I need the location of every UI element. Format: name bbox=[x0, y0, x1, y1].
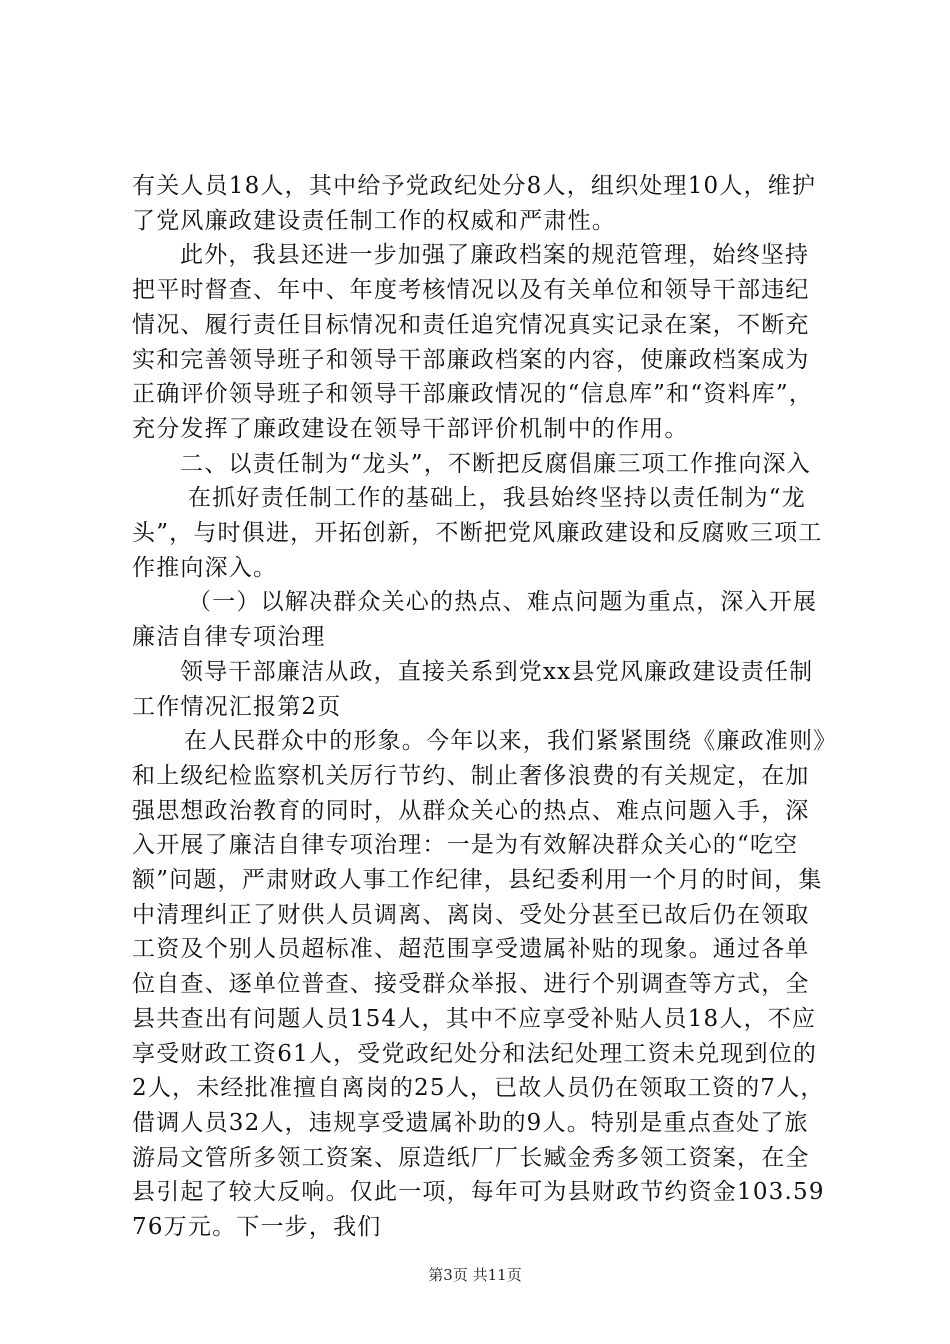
paragraph-5: 在人民群众中的形象。今年以来，我们紧紧围绕《廉政准则》和上级纪检监察机关厉行节约、制止奢侈浪费的有关规定，在加强思想政治教育的同时，从群众关心的热点、难点问题入手，深入开展了廉洁自律专项治理：一是为有效解决群众关心的“吃空额”问题，严肃财政人事工作纪律，县纪委利用一个月的时间，集中清理纠正了财供人员调离、离岗、受处分甚至已故后仍在领取工资及个别人员超标准、超范围享受遗属补贴的现象。通过各单位自查、逐单位普查、接受群众举报、进行个别调查等方式，全县共查出有问题人员154人，其中不应享受补贴人员18人，不应享受财政工资61人，受党政纪处分和法纪处理工资未兑现到位的2人，未经批准擅自离岗的25人，已故人员仍在领取工资的7人，借调人员32人，违规享受遗属补助的9人。特别是重点查处了旅游局文管所多领工资案、原造纸厂厂长臧金秀多领工资案，在全县引起了较大反响。仅此一项，每年可为县财政节约资金103.5976万元。下一步，我们 bbox=[132, 728, 826, 1241]
paragraph-2: 此外，我县还进一步加强了廉政档案的规范管理，始终坚持把平时督查、年中、年度考核情况以及有关单位和领导干部违纪情况、履行责任目标情况和责任追究情况真实记录在案，不断充实和完善领导班子和领导干部廉政档案的内容，使廉政档案成为正确评价领导班子和领导干部廉政情况的“信息库”和“资料库”，充分发挥了廉政建设在领导干部评价机制中的作用。 bbox=[132, 242, 814, 442]
paragraph-4: 领导干部廉洁从政，直接关系到党xx县党风廉政建设责任制工作情况汇报第2页 bbox=[132, 658, 814, 720]
page-footer: 第3页 共11页 bbox=[428, 1266, 522, 1284]
paragraph-1: 有关人员18人，其中给予党政纪处分8人，组织处理10人，维护了党风廉政建设责任制工作的权威和严肃性。 bbox=[132, 173, 817, 234]
document-body bbox=[132, 169, 832, 1245]
section-heading-2: 二、以责任制为“龙头”，不断把反腐倡廉三项工作推向深入 bbox=[180, 450, 811, 477]
subsection-heading-1: （一）以解决群众关心的热点、难点问题为重点，深入开展廉洁自律专项治理 bbox=[132, 589, 818, 651]
paragraph-3: 在抓好责任制工作的基础上，我县始终坚持以责任制为“龙头”，与时俱进，开拓创新，不断把党风廉政建设和反腐败三项工作推向深入。 bbox=[132, 485, 823, 581]
